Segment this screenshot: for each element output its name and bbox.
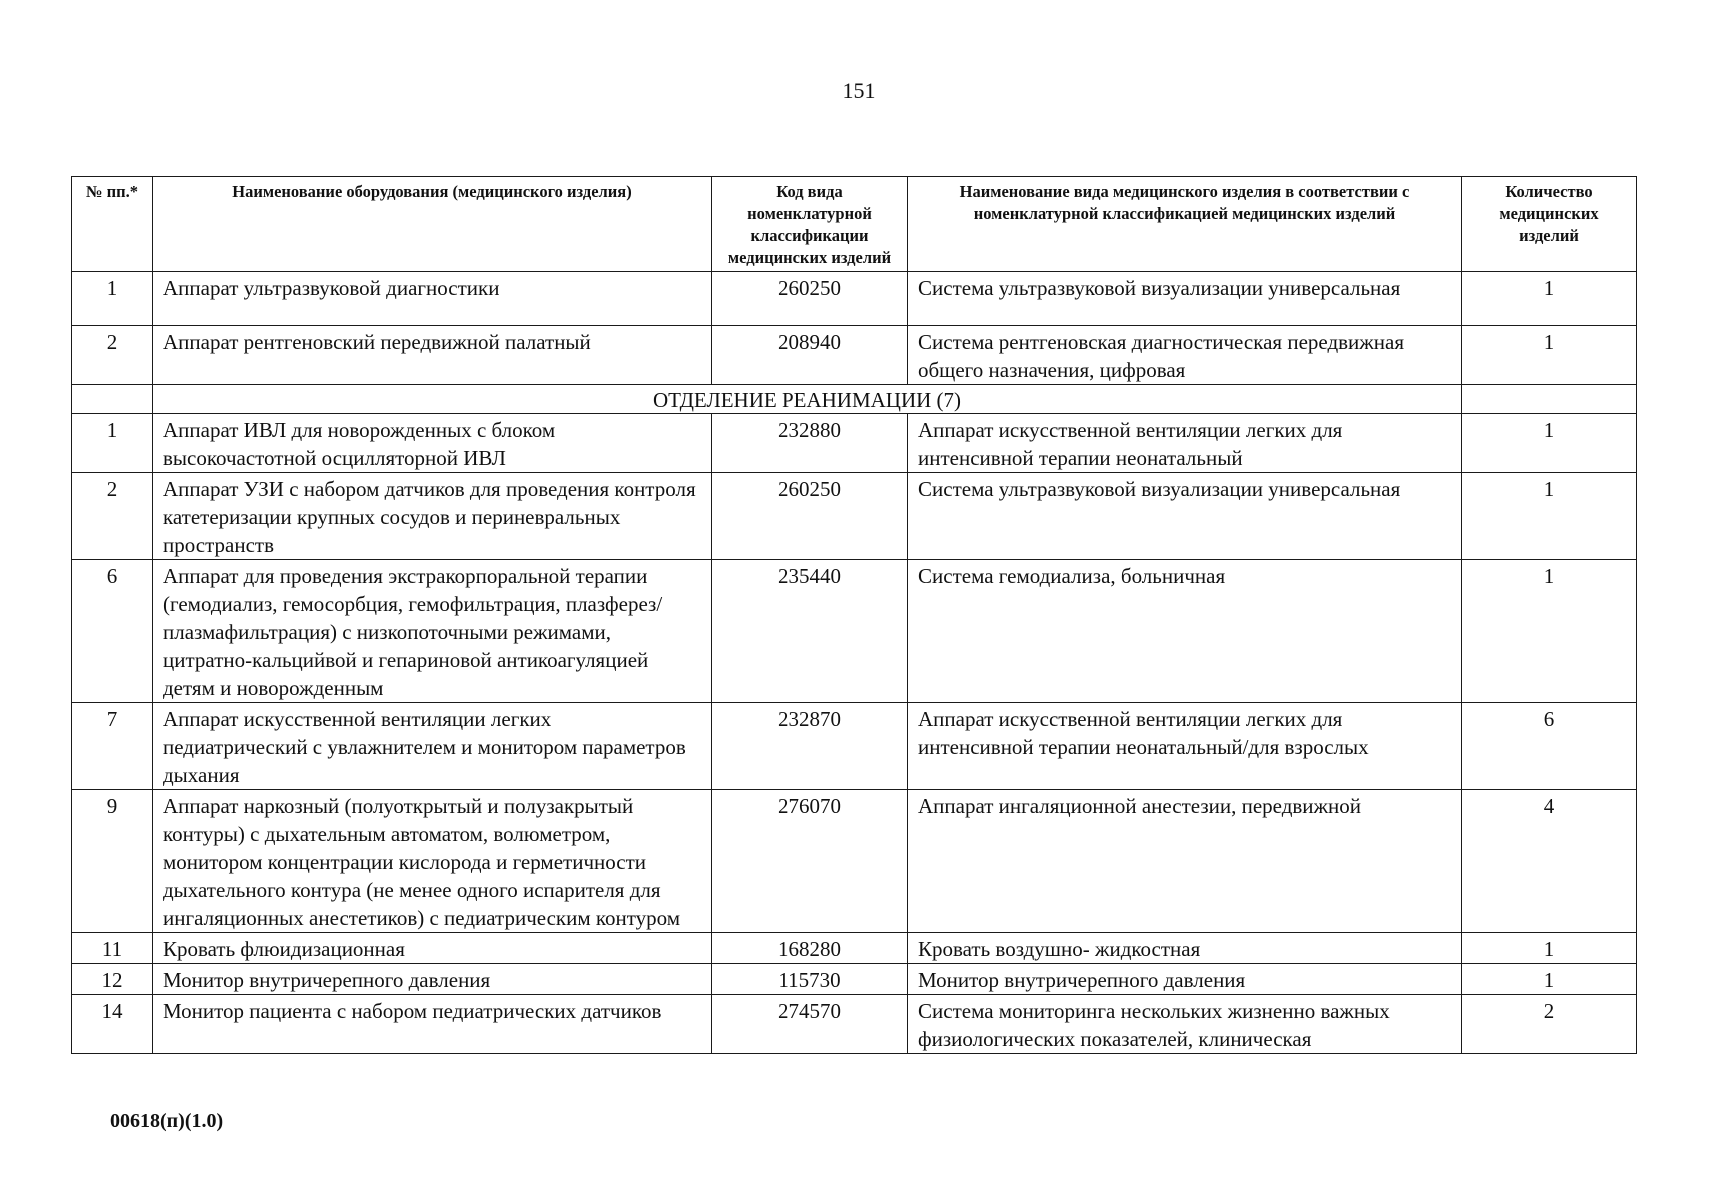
cell-equipment-name: Аппарат наркозный (полуоткрытый и полузакрытый контуры) с дыхательным автоматом, волюметром, монитором концентрации кислорода и герметичности дыхательного контура (не менее одного испарителя для ингаляционных анестетиков) с педиатрическим контуром bbox=[153, 790, 712, 933]
cell-code: 115730 bbox=[712, 964, 908, 995]
table-header-row bbox=[72, 177, 1637, 272]
cell-kind: Аппарат ингаляционной анестезии, передвижной bbox=[908, 790, 1462, 933]
cell-equipment-name: Монитор внутричерепного давления bbox=[153, 964, 712, 995]
cell-kind: Система мониторинга нескольких жизненно важных физиологических показателей, клиническая bbox=[908, 995, 1462, 1054]
cell-quantity: 1 bbox=[1462, 326, 1637, 385]
table-row bbox=[72, 995, 1637, 1054]
section-empty-cell bbox=[1462, 385, 1637, 414]
cell-quantity: 1 bbox=[1462, 473, 1637, 560]
cell-code: 235440 bbox=[712, 560, 908, 703]
cell-equipment-name: Аппарат УЗИ с набором датчиков для проведения контроля катетеризации крупных сосудов и периневральных пространств bbox=[153, 473, 712, 560]
section-row bbox=[72, 385, 1637, 414]
section-empty-cell bbox=[72, 385, 153, 414]
cell-quantity: 2 bbox=[1462, 995, 1637, 1054]
table-row bbox=[72, 272, 1637, 326]
cell-num: 1 bbox=[72, 272, 153, 326]
cell-equipment-name: Аппарат искусственной вентиляции легких педиатрический с увлажнителем и монитором параметров дыхания bbox=[153, 703, 712, 790]
cell-quantity: 6 bbox=[1462, 703, 1637, 790]
cell-kind: Кровать воздушно- жидкостная bbox=[908, 933, 1462, 964]
cell-num: 12 bbox=[72, 964, 153, 995]
cell-num: 1 bbox=[72, 414, 153, 473]
cell-num: 14 bbox=[72, 995, 153, 1054]
section-title: ОТДЕЛЕНИЕ РЕАНИМАЦИИ (7) bbox=[153, 385, 1462, 414]
table-row bbox=[72, 326, 1637, 385]
cell-kind: Аппарат искусственной вентиляции легких для интенсивной терапии неонатальный/для взрослых bbox=[908, 703, 1462, 790]
header-equipment-name: Наименование оборудования (медицинского изделия) bbox=[153, 177, 712, 272]
cell-kind: Система ультразвуковой визуализации универсальная bbox=[908, 272, 1462, 326]
cell-code: 260250 bbox=[712, 272, 908, 326]
cell-code: 168280 bbox=[712, 933, 908, 964]
table-row bbox=[72, 703, 1637, 790]
cell-quantity: 1 bbox=[1462, 272, 1637, 326]
cell-code: 274570 bbox=[712, 995, 908, 1054]
document-code: 00618(п)(1.0) bbox=[110, 1110, 224, 1132]
header-code: Код вида номенклатурной классификации медицинских изделий bbox=[712, 177, 908, 272]
cell-equipment-name: Монитор пациента с набором педиатрических датчиков bbox=[153, 995, 712, 1054]
cell-num: 7 bbox=[72, 703, 153, 790]
cell-quantity: 1 bbox=[1462, 414, 1637, 473]
cell-num: 11 bbox=[72, 933, 153, 964]
cell-quantity: 1 bbox=[1462, 964, 1637, 995]
cell-code: 208940 bbox=[712, 326, 908, 385]
table-row bbox=[72, 473, 1637, 560]
cell-equipment-name: Аппарат ИВЛ для новорожденных с блоком высокочастотной осцилляторной ИВЛ bbox=[153, 414, 712, 473]
cell-equipment-name: Кровать флюидизационная bbox=[153, 933, 712, 964]
cell-quantity: 1 bbox=[1462, 560, 1637, 703]
cell-num: 2 bbox=[72, 473, 153, 560]
cell-quantity: 4 bbox=[1462, 790, 1637, 933]
cell-num: 9 bbox=[72, 790, 153, 933]
cell-num: 6 bbox=[72, 560, 153, 703]
table-row bbox=[72, 933, 1637, 964]
table-row bbox=[72, 414, 1637, 473]
cell-equipment-name: Аппарат рентгеновский передвижной палатный bbox=[153, 326, 712, 385]
cell-kind: Система гемодиализа, больничная bbox=[908, 560, 1462, 703]
cell-num: 2 bbox=[72, 326, 153, 385]
cell-code: 260250 bbox=[712, 473, 908, 560]
page-number: 151 bbox=[842, 78, 876, 103]
header-quantity: Количество медицинских изделий bbox=[1462, 177, 1637, 272]
cell-code: 276070 bbox=[712, 790, 908, 933]
cell-kind: Система ультразвуковой визуализации универсальная bbox=[908, 473, 1462, 560]
cell-code: 232880 bbox=[712, 414, 908, 473]
cell-equipment-name: Аппарат ультразвуковой диагностики bbox=[153, 272, 712, 326]
header-kind: Наименование вида медицинского изделия в соответствии с номенклатурной классификацией медицинских изделий bbox=[908, 177, 1462, 272]
cell-equipment-name: Аппарат для проведения экстракорпоральной терапии (гемодиализ, гемосорбция, гемофильтрация, плазферез/плазмафильтрация) с низкопоточными режимами, цитратно-кальцийвой и гепариновой антикоагуляцией детям и новорожденным bbox=[153, 560, 712, 703]
table-row bbox=[72, 560, 1637, 703]
cell-kind: Система рентгеновская диагностическая передвижная общего назначения, цифровая bbox=[908, 326, 1462, 385]
cell-code: 232870 bbox=[712, 703, 908, 790]
table-row bbox=[72, 790, 1637, 933]
cell-kind: Аппарат искусственной вентиляции легких для интенсивной терапии неонатальный bbox=[908, 414, 1462, 473]
cell-kind: Монитор внутричерепного давления bbox=[908, 964, 1462, 995]
table-row bbox=[72, 964, 1637, 995]
equipment-table bbox=[71, 176, 1637, 1054]
header-num: № пп.* bbox=[72, 177, 153, 272]
cell-quantity: 1 bbox=[1462, 933, 1637, 964]
